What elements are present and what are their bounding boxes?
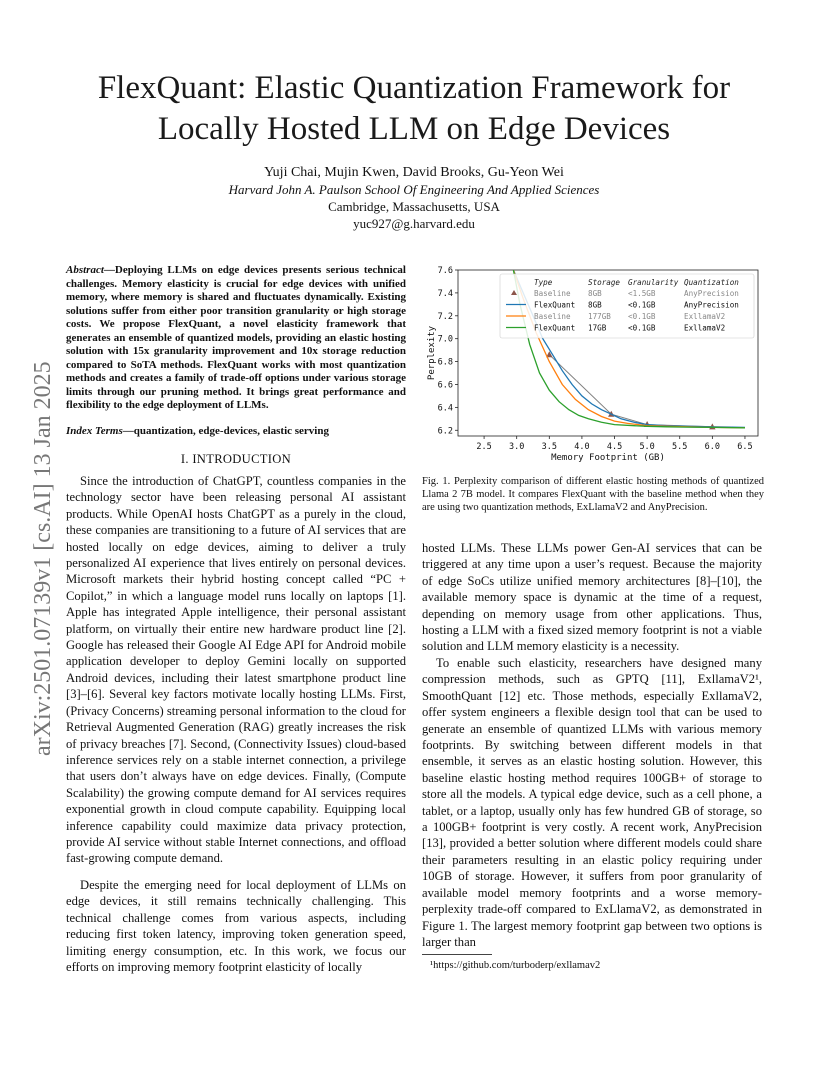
y-tick-label: 7.0 (437, 334, 453, 345)
legend-header: Type (534, 278, 553, 287)
y-axis-label: Perplexity (427, 325, 437, 381)
legend-entry-text: AnyPrecision (684, 289, 739, 298)
y-tick-label: 6.4 (437, 403, 453, 414)
legend-entry-text: ExllamaV2 (684, 323, 726, 333)
title-line-2: Locally Hosted LLM on Edge Devices (157, 111, 671, 147)
figure-caption: Fig. 1. Perplexity comparison of different elastic hosting methods of quantized Llama 2 7B model. It compares FlexQuant with the baseline method when they are using two quantization methods, ExLlamaV2 and AnyPrecision. (422, 476, 764, 513)
legend-entry-text: <0.1GB (628, 300, 656, 310)
legend-entry-text: 8GB (588, 300, 602, 310)
footnote-rule (422, 954, 492, 955)
y-tick-label: 7.4 (437, 288, 453, 299)
paper-title (60, 68, 768, 150)
legend-entry-text: <0.1GB (628, 323, 656, 333)
legend-entry-text: ExllamaV2 (684, 312, 726, 321)
right-paragraph-2: To enable such elasticity, researchers have designed many compression methods, such as GPTQ [11], ExllamaV2¹, SmoothQuant [12] etc. Those methods, especially ExllamaV2, offer system engineers a flexible design tool that can be used to generate an ensemble of quantized LLMs with various memory footprints. By switching between different models in that ensemble, it serves as an elastic hosting solution. However, this baseline elastic hosting method requires 100GB+ of storage to store all the models. A typical edge device, such as a cell phone, a tablet, or a laptop, usually only has few hundred GB of storage, so a 100GB+ footprint is very costly. A recent work, AnyPrecision [13], provided a better solution where different models could share their parameters resulting in an elastic policy requiring under 10GB of storage. However, it suffers from poor granularity of available model memory footprints and a worse memory-perplexity trade-off compared to ExLlamaV2, as demonstrated in Figure 1. The largest memory footprint gap between two options is larger than (422, 656, 762, 949)
x-tick-label: 3.5 (541, 442, 557, 452)
x-axis-label: Memory Footprint (GB) (551, 453, 665, 463)
y-tick-label: 6.2 (437, 426, 453, 437)
affiliation: Harvard John A. Paulson School Of Engineering And Applied Sciences (228, 182, 600, 197)
arxiv-identifier (6, 300, 66, 760)
authors: Yuji Chai, Mujin Kwen, David Brooks, Gu-Yeon Wei (264, 165, 564, 180)
abstract (66, 264, 406, 413)
city: Cambridge, Massachusetts, USA (328, 199, 500, 214)
legend-header: Storage (588, 278, 621, 287)
arxiv-id-text: arXiv:2501.07139v1 [cs.AI] 13 Jan 2025 (30, 361, 56, 756)
author-email: yuc927@g.harvard.edu (353, 216, 475, 231)
x-tick-label: 5.5 (672, 442, 688, 452)
x-tick-label: 6.5 (737, 442, 753, 452)
abstract-text: —Deploying LLMs on edge devices presents serious technical challenges. Memory elasticity is crucial for edge devices with unified memory, where memory is shared and fluctuates dynamically. Existing solutions suffer from either poor transition granularity or high storage costs. We propose FlexQuant, a novel elasticity framework that generates an ensemble of quantized models, providing an elastic hosting solution with 15x granularity improvement and 10x storage reduction compared to SoTA methods. FlexQuant works with most quantization methods and creates a family of trade-off options under various storage limits through our pruning method. It brings great performance and flexibility to the edge deployment of LLMs. (66, 264, 406, 411)
figure-1-chart (422, 262, 767, 472)
y-tick-label: 7.6 (437, 266, 453, 276)
index-terms (66, 425, 406, 439)
legend-entry-text: <0.1GB (628, 312, 656, 321)
x-tick-label: 5.0 (639, 442, 655, 452)
title-line-1: FlexQuant: Elastic Quantization Framework for (97, 70, 731, 106)
legend-entry-text: 17GB (588, 323, 607, 333)
intro-paragraph-1: Since the introduction of ChatGPT, countless companies in the technology sector have been releasing personal AI assistant products. While OpenAI hosts ChatGPT as a purely in the cloud, these companies are transitioning to a future of AI services that are hosted locally on edge devices, aiming to deliver a truly personalized AI experience that lives entirely on personal devices. Microsoft markets their hybrid hosting concept called “PC + Copilot,” in which a language model runs locally on laptops [1]. Apple has integrated Apple intelligence, their personal assistant platform, on virtually their entire new hardware product line [2]. Google has released their Google AI Edge API for Android mobile application developer to deploy Gemini locally on supported Android devices, including their latest smartphone product line [3]–[6]. Several key factors motivate locally hosting LLMs. First, (Privacy Concerns) streaming personal information to the cloud for Retrieval Augmented Generation (RAG) greatly increases the risk of privacy breaches [7]. Second, (Connectivity Issues) cloud-based inference services rely on a stable internet connection, a privilege that users don’t always have on edge devices. Finally, (Compute Scalability) the growing compute demand for AI services requires exponential growth in cloud compute capability. Equipping local inference capability could maximize data privacy protection, provide AI service without stable Internet connections, and offload fast-growing compute demand. (66, 474, 406, 866)
legend-entry-text: AnyPrecision (684, 300, 739, 310)
legend-header: Quantization (684, 278, 739, 287)
legend-entry-text: FlexQuant (534, 323, 576, 333)
legend-entry-text: 8GB (588, 289, 602, 298)
x-tick-label: 2.5 (476, 442, 492, 452)
legend-entry-text: <1.5GB (628, 289, 656, 298)
x-tick-label: 3.0 (509, 442, 525, 452)
section-heading: I. INTRODUCTION (180, 452, 292, 466)
y-tick-label: 7.2 (437, 311, 453, 322)
intro-paragraph-2: Despite the emerging need for local deployment of LLMs on edge devices, it still remains technically challenging. This technical challenge comes from various aspects, including reducing first token latency, improving token generation speed, limiting energy consumption, etc. In this work, we focus our efforts on improving memory footprint elasticity of locally (66, 878, 406, 975)
legend-entry-text: Baseline (534, 312, 571, 321)
legend-entry-text: 177GB (588, 312, 611, 321)
footnote: ¹https://github.com/turboderp/exllamav2 (430, 960, 601, 971)
x-tick-label: 4.0 (574, 442, 590, 452)
abstract-label: Abstract (66, 264, 104, 276)
legend-header: Granularity (628, 278, 679, 287)
x-tick-label: 4.5 (606, 442, 623, 452)
index-terms-label: Index Terms (66, 425, 123, 437)
y-tick-label: 6.6 (437, 380, 453, 391)
legend-entry-text: Baseline (534, 289, 571, 298)
y-tick-label: 6.8 (437, 357, 453, 368)
index-terms-text: —quantization, edge-devices, elastic serving (122, 425, 329, 437)
legend-entry-text: FlexQuant (534, 300, 576, 310)
x-tick-label: 6.0 (704, 442, 721, 452)
series-line-baseline-anyprecision (549, 355, 712, 427)
right-paragraph-1: hosted LLMs. These LLMs power Gen-AI services that can be triggered at any time upon a user’s request. Because the majority of edge SoCs utilize unified memory architectures [8]–[10], the available memory space is dynamic at the time of a request, depending on memory usage from other applications. Thus, hosting a LLM with a fixed sized memory footprint is not a viable solution and LLM memory elasticity is a necessity. (422, 541, 762, 654)
